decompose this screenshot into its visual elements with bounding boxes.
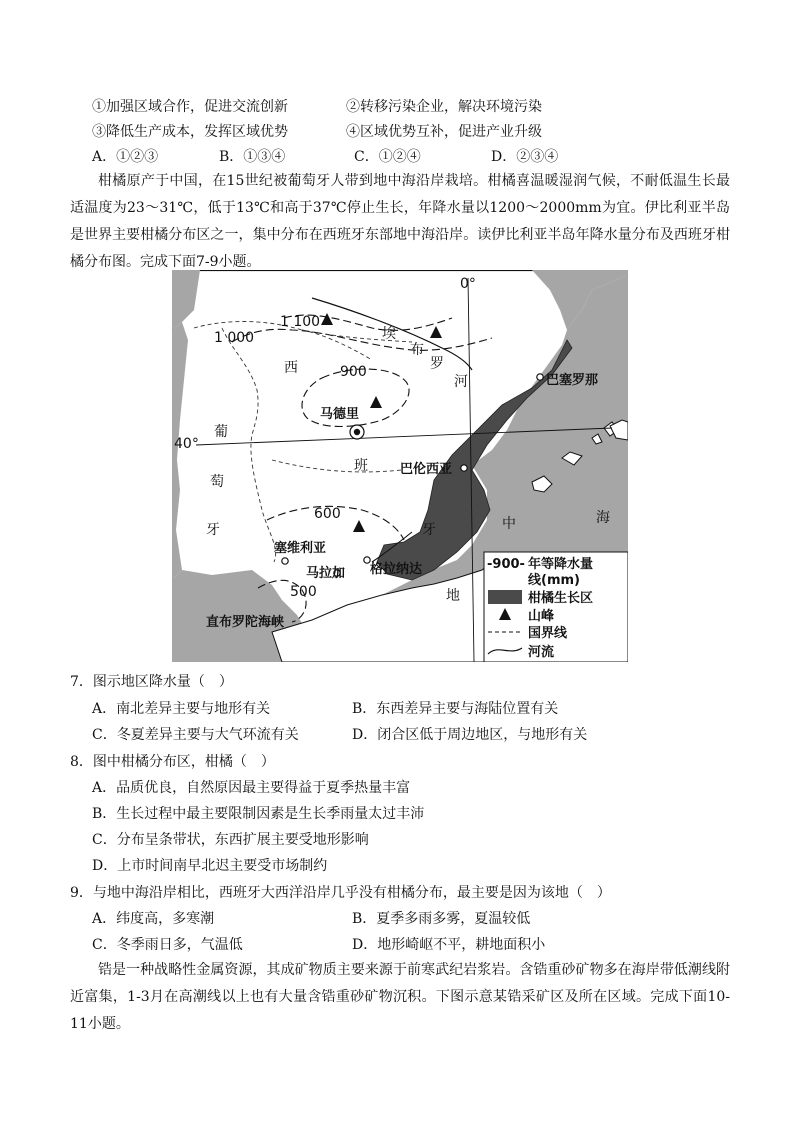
passage-zirconium: 锆是一种战略性金属资源，其成矿物质主要来源于前寒武纪岩浆岩。含锆重砂矿物多在海岸带低潮线附近富集，1-3月在高潮线以上也有大量含锆重砂矿物沉积。下图示意某锆采矿区及所在区域。完成下面10-11小题。 — [70, 962, 730, 1032]
legend-citrus-swatch — [488, 590, 522, 604]
option-statement-2: ②转移污染企业，解决环境污染 — [346, 99, 542, 115]
city-label-barcelona: 巴塞罗那 — [546, 373, 599, 388]
city-icon — [282, 558, 288, 564]
isohyet-label: 1 000 — [214, 330, 255, 346]
country-portugal-char: 萄 — [210, 474, 224, 490]
river-label-char: 河 — [454, 374, 468, 390]
country-portugal-char: 牙 — [206, 522, 220, 538]
isohyet-label: 900 — [340, 364, 367, 380]
country-spain-char: 西 — [284, 360, 298, 376]
q8-choice-b: B．生长过程中最主要限制因素是生长季雨量太过丰沛 — [92, 806, 425, 822]
legend-river-label: 河流 — [528, 645, 555, 660]
q9-choice-b: B．夏季多雨多雾，夏温较低 — [352, 911, 531, 927]
city-label-granada: 格拉纳达 — [370, 562, 423, 577]
q9-choice-c: C．冬季雨日多，气温低 — [92, 937, 243, 953]
isohyet-label: 1 100 — [280, 314, 321, 330]
parallel-label: 40° — [174, 436, 199, 452]
legend — [484, 552, 628, 662]
river-label-char: 罗 — [430, 356, 444, 372]
legend-isohyet-unit: 线(mm) — [528, 573, 580, 588]
q8-choice-a: A．品质优良，自然原因最主要得益于夏季热量丰富 — [92, 780, 411, 796]
option-statement-3: ③降低生产成本，发挥区域优势 — [92, 124, 288, 140]
q6-choice-d: D．②③④ — [491, 149, 559, 165]
city-label-valencia: 巴伦西亚 — [400, 462, 453, 477]
country-portugal-char: 葡 — [214, 424, 228, 440]
passage-citrus: 柑橘原产于中国，在15世纪被葡萄牙人带到地中海沿岸栽培。柑橘喜温暖湿润气候，不耐低温生长最适温度为23～31℃，低于13℃和高于37℃停止生长，年降水量以1200～2000mm为宜。伊比利亚半岛是世界主要柑橘分布区之一，集中分布在西班牙东部地中海沿岸。读伊比利亚半岛年降水量分布及西班牙柑橘分布图。完成下面7-9小题。 — [70, 173, 730, 270]
city-label-madrid: 马德里 — [320, 407, 360, 422]
q9-choice-a: A．纬度高，多寒潮 — [92, 911, 215, 927]
q7-stem: 7．图示地区降水量（ ） — [70, 674, 233, 690]
q8-choice-c: C．分布呈条带状，东西扩展主要受地形影响 — [92, 832, 369, 848]
option-statement-4: ④区域优势互补，促进产业升级 — [346, 124, 542, 140]
country-spain-char: 牙 — [422, 522, 436, 538]
isohyet-label: 500 — [290, 584, 317, 600]
option-statement-1: ①加强区域合作，促进交流创新 — [92, 99, 288, 115]
q8-choice-d: D．上市时间南早北迟主要受市场制约 — [92, 858, 328, 874]
q6-choice-b: B．①③④ — [219, 149, 286, 165]
legend-border-label: 国界线 — [528, 626, 568, 641]
isohyet-label: 600 — [314, 506, 341, 522]
legend-isohyet-label: 年等降水量 — [528, 557, 594, 572]
sea-label-char: 中 — [502, 516, 516, 532]
q6-choice-c: C．①②④ — [354, 149, 421, 165]
strait-label: 直布罗陀海峡 — [206, 615, 285, 630]
legend-citrus-label: 柑橘生长区 — [528, 591, 594, 606]
iberia-precipitation-citrus-map — [172, 270, 628, 662]
meridian-label: 0° — [460, 276, 476, 292]
q9-choice-d: D．地形崎岖不平，耕地面积小 — [352, 937, 546, 953]
q7-choice-d: D．闭合区低于周边地区，与地形有关 — [352, 727, 588, 743]
city-label-seville: 塞维利亚 — [274, 541, 327, 556]
river-label-char: 埃 — [382, 326, 396, 342]
q8-stem: 8．图中柑橘分布区，柑橘（ ） — [70, 754, 275, 770]
q7-choice-b: B．东西差异主要与海陆位置有关 — [352, 701, 559, 717]
city-icon — [461, 465, 467, 471]
q7-choice-c: C．冬夏差异主要与大气环流有关 — [92, 727, 299, 743]
city-label-malaga: 马拉加 — [306, 566, 346, 581]
legend-isohyet-sample: -900- — [487, 557, 525, 572]
country-spain-char: 班 — [354, 458, 368, 474]
legend-peak-label: 山峰 — [528, 609, 555, 624]
q7-choice-a: A．南北差异主要与地形有关 — [92, 701, 271, 717]
river-label-char: 布 — [410, 342, 424, 358]
sea-label-char: 地 — [446, 588, 460, 604]
q9-stem: 9．与地中海沿岸相比，西班牙大西洋沿岸几乎没有柑橘分布，最主要是因为该地（ ） — [70, 885, 611, 901]
q6-choice-a: A．①②③ — [92, 149, 159, 165]
sea-label-char: 海 — [596, 510, 610, 526]
city-icon — [537, 374, 543, 380]
